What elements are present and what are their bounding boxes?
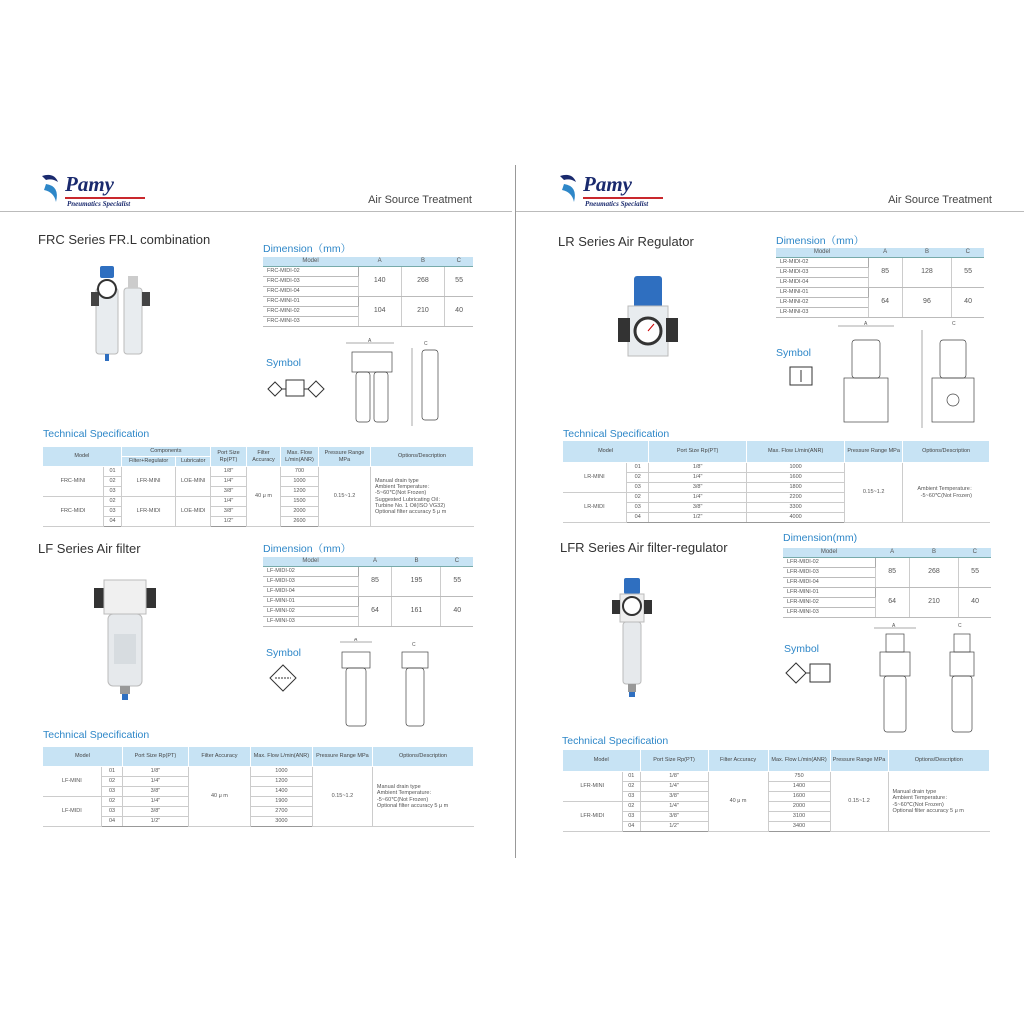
table-header-cell: Pressure Range MPa — [312, 747, 372, 767]
lf-dimension-drawing — [320, 638, 440, 738]
table-header-cell: Filter+Regulator — [121, 457, 176, 467]
frc-dimension-drawing — [338, 338, 448, 434]
table-cell: 4000 — [747, 513, 845, 523]
lfr-title: LFR Series Air filter-regulator — [560, 540, 728, 555]
svg-text:A: A — [368, 338, 372, 344]
table-header-cell: B — [909, 548, 958, 557]
table-cell: 1800 — [747, 483, 845, 493]
table-cell: 03 — [104, 487, 121, 497]
table-cell: LR-MIDI — [563, 493, 627, 523]
table-header-cell: Model — [43, 747, 123, 767]
table-header-cell: A — [358, 257, 401, 266]
table-cell: 210 — [909, 587, 958, 617]
table-cell: 02 — [622, 802, 640, 812]
table-cell: FRC-MINI — [43, 467, 104, 497]
table-cell: 2200 — [747, 493, 845, 503]
table-cell: 03 — [627, 503, 649, 513]
frc-dimension-label: Dimension（mm） — [263, 243, 352, 255]
brand-underline — [65, 197, 145, 199]
table-cell: Manual drain type Ambient Temperature： -5~60℃(Not Frozen) Optional filter accuracy 5 μ m — [888, 772, 989, 832]
table-cell: 1500 — [281, 497, 319, 507]
table-header-cell: Port Size Rp(PT) — [211, 447, 247, 467]
table-cell: 1600 — [768, 792, 830, 802]
table-cell: FRC-MINI-02 — [263, 306, 358, 316]
table-cell: 01 — [622, 772, 640, 782]
table-cell: LF-MIDI-02 — [263, 566, 358, 576]
table-cell: FRC-MIDI-03 — [263, 276, 358, 286]
frc-product-image — [88, 266, 160, 366]
table-row — [563, 750, 990, 772]
table-cell: LR-MIDI-02 — [776, 257, 868, 267]
table-cell: 3/8" — [122, 787, 188, 797]
lfr-dimension-drawing — [862, 622, 988, 744]
lfr-spec-table — [562, 749, 990, 832]
table-cell: 1/2" — [122, 817, 188, 827]
frc-tech-spec-label: Technical Specification — [43, 428, 150, 440]
table-row — [43, 447, 474, 457]
table-cell: 2000 — [768, 802, 830, 812]
table-row — [43, 747, 474, 767]
table-header-cell: Model — [263, 257, 358, 266]
table-cell: 03 — [622, 792, 640, 802]
lfr-symbol-diagram — [784, 660, 834, 686]
table-cell: 03 — [622, 812, 640, 822]
table-cell: 01 — [627, 463, 649, 473]
table-cell: 3/8" — [649, 483, 747, 493]
table-header-cell: Options/Description — [372, 747, 473, 767]
table-header-cell: Max. Flow L/min(ANR) — [250, 747, 312, 767]
table-cell: 1900 — [250, 797, 312, 807]
table-cell: 1/8" — [649, 463, 747, 473]
svg-text:C: C — [952, 321, 956, 327]
frc-symbol-diagram — [266, 374, 332, 404]
table-cell: 3100 — [768, 812, 830, 822]
table-cell: 03 — [627, 483, 649, 493]
brand-name: Pamy — [65, 172, 114, 196]
table-cell: 1/4" — [122, 777, 188, 787]
table-cell: 03 — [104, 507, 121, 517]
table-cell: 210 — [401, 296, 444, 326]
table-header-cell: Model — [776, 248, 868, 257]
table-header-cell: Model — [563, 441, 649, 463]
brand-tagline: Pneumatics Specialist — [67, 200, 131, 208]
table-cell: LFR-MINI-02 — [783, 597, 875, 607]
table-cell: LR-MIDI-04 — [776, 277, 868, 287]
lf-tech-spec-label: Technical Specification — [43, 729, 150, 741]
table-cell: 1/4" — [122, 797, 188, 807]
table-cell: LFR-MIDI-02 — [783, 557, 875, 567]
table-cell: 3300 — [747, 503, 845, 513]
svg-text:C: C — [958, 623, 962, 629]
table-header-cell: Filter Accuracy — [708, 750, 768, 772]
table-cell: 55 — [445, 266, 473, 296]
table-cell: 1200 — [281, 487, 319, 497]
table-cell: 40 — [952, 287, 984, 317]
table-cell: 02 — [104, 477, 121, 487]
table-cell: LR-MINI-03 — [776, 307, 868, 317]
table-header-cell: Components — [121, 447, 210, 457]
table-cell: 04 — [622, 822, 640, 832]
table-cell: LFR-MINI — [121, 467, 176, 497]
table-header-cell: C — [959, 548, 991, 557]
table-cell: 02 — [622, 782, 640, 792]
table-cell: 1/2" — [649, 513, 747, 523]
table-cell: 1/4" — [649, 493, 747, 503]
table-cell: 64 — [358, 596, 392, 626]
table-cell: 03 — [102, 787, 123, 797]
table-header-cell: Options/Description — [371, 447, 474, 467]
table-cell: 02 — [102, 777, 123, 787]
table-cell: FRC-MINI-03 — [263, 316, 358, 326]
table-cell: LOE-MINI — [176, 467, 211, 497]
lfr-symbol-label: Symbol — [784, 643, 820, 655]
table-header-cell: Model — [563, 750, 641, 772]
pamy-logo — [558, 172, 678, 206]
table-cell: 40 — [959, 587, 991, 617]
table-cell: 1/4" — [640, 802, 708, 812]
table-row — [563, 441, 990, 463]
table-cell: 161 — [392, 596, 441, 626]
lf-dimension-label: Dimension（mm） — [263, 543, 352, 555]
pamy-logo-icon — [40, 172, 64, 204]
page-header — [516, 160, 1024, 212]
table-header-cell: Port Size Rp(PT) — [122, 747, 188, 767]
lfr-dimension-table — [783, 548, 991, 618]
table-cell: LF-MINI-02 — [263, 606, 358, 616]
table-header-cell: B — [902, 248, 951, 257]
table-cell: FRC-MIDI — [43, 497, 104, 527]
table-cell: 02 — [627, 473, 649, 483]
table-cell: 3/8" — [122, 807, 188, 817]
table-cell: 104 — [358, 296, 401, 326]
table-row — [776, 287, 984, 297]
table-cell: 1/8" — [211, 467, 247, 477]
svg-text:C: C — [412, 642, 416, 648]
table-cell: LFR-MIDI-04 — [783, 577, 875, 587]
lr-dimension-label: Dimension（mm） — [776, 235, 865, 247]
table-cell: 96 — [902, 287, 951, 317]
pamy-logo — [40, 172, 160, 206]
table-cell: 1/4" — [649, 473, 747, 483]
table-cell: Ambient Temperature： -5~60℃(Not Frozen) — [903, 463, 990, 523]
table-header-cell: Max. Flow L/min(ANR) — [281, 447, 319, 467]
table-cell: 3/8" — [649, 503, 747, 513]
table-header-cell: A — [868, 248, 902, 257]
table-cell: LOE-MIDI — [176, 497, 211, 527]
table-cell: FRC-MIDI-04 — [263, 286, 358, 296]
table-cell: LF-MIDI-04 — [263, 586, 358, 596]
lr-symbol-label: Symbol — [776, 347, 812, 359]
table-header-cell: B — [392, 557, 441, 566]
table-cell: 01 — [102, 767, 123, 777]
lr-dimension-table — [776, 248, 984, 318]
table-cell: 1/4" — [640, 782, 708, 792]
section-name: Air Source Treatment — [368, 194, 472, 206]
lf-title: LF Series Air filter — [38, 541, 141, 556]
table-cell: 1400 — [250, 787, 312, 797]
table-cell: 02 — [104, 497, 121, 507]
table-cell: 268 — [401, 266, 444, 296]
table-row — [783, 587, 991, 597]
table-header-cell: Model — [263, 557, 358, 566]
table-cell: 04 — [627, 513, 649, 523]
table-cell: 0.15~1.2 — [319, 467, 371, 527]
table-cell: 1600 — [747, 473, 845, 483]
table-cell: 0.15~1.2 — [312, 767, 372, 827]
table-cell: 268 — [909, 557, 958, 587]
lr-tech-spec-label: Technical Specification — [563, 428, 670, 440]
table-row — [263, 596, 473, 606]
table-header-cell: Filter Accuracy — [188, 747, 250, 767]
table-cell: 55 — [952, 257, 984, 287]
table-cell: 700 — [281, 467, 319, 477]
svg-text:C: C — [424, 341, 428, 347]
lr-product-image — [612, 276, 686, 362]
table-header-cell: A — [358, 557, 392, 566]
table-cell: 1000 — [250, 767, 312, 777]
lf-symbol-diagram — [268, 663, 298, 693]
table-cell: 3/8" — [211, 487, 247, 497]
lf-spec-table — [42, 746, 474, 827]
table-header-cell: Pressure Range MPa — [830, 750, 888, 772]
lf-symbol-label: Symbol — [266, 647, 302, 659]
table-cell: 85 — [868, 257, 902, 287]
table-cell: 40 — [445, 296, 473, 326]
table-cell: Manual drain type Ambient Temperature： -5~60℃(Not Frozen) Suggested Lubricating Oil： Turbine No. 1 Oil(ISO VG32) Optional filter accuracy 5 μ m — [371, 467, 474, 527]
table-cell: 1/2" — [640, 822, 708, 832]
brand-underline — [583, 197, 663, 199]
svg-text:A: A — [354, 638, 358, 643]
table-cell: 2700 — [250, 807, 312, 817]
table-cell: 1/4" — [211, 477, 247, 487]
table-header-cell: Max. Flow L/min(ANR) — [768, 750, 830, 772]
table-header-cell: Filter Accuracy — [247, 447, 281, 467]
table-row — [563, 463, 990, 473]
table-cell: LFR-MIDI — [563, 802, 623, 832]
table-row — [776, 257, 984, 267]
frc-title: FRC Series FR.L combination — [38, 232, 211, 247]
table-cell: 85 — [875, 557, 909, 587]
table-row — [783, 557, 991, 567]
table-row — [263, 557, 473, 566]
table-cell: 04 — [102, 817, 123, 827]
table-cell: 1400 — [768, 782, 830, 792]
table-row — [263, 296, 473, 306]
table-cell: 40 μ m — [247, 467, 281, 527]
table-row — [563, 772, 990, 782]
left-page — [0, 160, 512, 860]
table-header-cell: Pressure Range MPa — [319, 447, 371, 467]
table-cell: 3/8" — [640, 812, 708, 822]
table-header-cell: C — [952, 248, 984, 257]
table-cell: 02 — [102, 797, 123, 807]
frc-dimension-table — [263, 257, 473, 327]
lr-dimension-drawing — [822, 320, 992, 436]
table-cell: LFR-MINI-03 — [783, 607, 875, 617]
table-header-cell: B — [401, 257, 444, 266]
table-row — [263, 566, 473, 576]
section-name: Air Source Treatment — [888, 194, 992, 206]
lfr-product-image — [612, 576, 652, 706]
table-cell: 195 — [392, 566, 441, 596]
table-cell: 750 — [768, 772, 830, 782]
table-row — [43, 767, 474, 777]
table-cell: 85 — [358, 566, 392, 596]
pamy-logo-icon — [558, 172, 582, 204]
table-cell: LFR-MINI — [563, 772, 623, 802]
table-cell: 64 — [875, 587, 909, 617]
table-header-cell: Port Size Rp(PT) — [640, 750, 708, 772]
table-cell: 1000 — [747, 463, 845, 473]
table-cell: 1000 — [281, 477, 319, 487]
svg-text:A: A — [864, 321, 868, 327]
table-header-cell: Options/Description — [903, 441, 990, 463]
table-cell: LFR-MIDI — [121, 497, 176, 527]
table-cell: LF-MIDI-03 — [263, 576, 358, 586]
table-cell: 1/8" — [640, 772, 708, 782]
table-cell: 40 — [441, 596, 473, 626]
right-page — [516, 160, 1024, 860]
table-cell: 0.15~1.2 — [845, 463, 903, 523]
table-cell: 1200 — [250, 777, 312, 787]
lr-symbol-diagram — [788, 364, 814, 388]
table-cell: LF-MINI-03 — [263, 616, 358, 626]
lr-spec-table — [562, 440, 990, 523]
table-header-cell: C — [445, 257, 473, 266]
table-cell: 40 μ m — [708, 772, 768, 832]
table-cell: 55 — [959, 557, 991, 587]
table-cell: LF-MIDI — [43, 797, 102, 827]
table-header-cell: Lubricator — [176, 457, 211, 467]
table-cell: LF-MINI-01 — [263, 596, 358, 606]
table-cell: 40 μ m — [188, 767, 250, 827]
lf-product-image — [92, 578, 158, 708]
table-header-cell: Pressure Range MPa — [845, 441, 903, 463]
table-header-cell: Model — [783, 548, 875, 557]
table-header-cell: Max. Flow L/min(ANR) — [747, 441, 845, 463]
frc-symbol-label: Symbol — [266, 357, 302, 369]
frc-spec-table — [42, 446, 474, 527]
table-row — [263, 257, 473, 266]
table-cell: 3000 — [250, 817, 312, 827]
table-row — [776, 248, 984, 257]
table-row — [263, 266, 473, 276]
table-cell: 04 — [104, 517, 121, 527]
table-header-cell: A — [875, 548, 909, 557]
table-header-cell: C — [441, 557, 473, 566]
table-cell: LR-MIDI-03 — [776, 267, 868, 277]
table-header-cell: Options/Description — [888, 750, 989, 772]
table-cell: LFR-MIDI-03 — [783, 567, 875, 577]
table-header-cell: Model — [43, 447, 122, 467]
table-cell: 140 — [358, 266, 401, 296]
lfr-tech-spec-label: Technical Specification — [562, 735, 669, 747]
table-cell: 1/4" — [211, 497, 247, 507]
table-row — [43, 467, 474, 477]
table-cell: 128 — [902, 257, 951, 287]
table-cell: 1/8" — [122, 767, 188, 777]
lr-title: LR Series Air Regulator — [558, 234, 694, 249]
table-cell: 03 — [102, 807, 123, 817]
table-cell: LR-MINI-01 — [776, 287, 868, 297]
table-cell: 64 — [868, 287, 902, 317]
table-cell: 2000 — [281, 507, 319, 517]
lf-dimension-table — [263, 557, 473, 627]
table-cell: LFR-MINI-01 — [783, 587, 875, 597]
page-header — [0, 160, 512, 212]
table-cell: FRC-MIDI-02 — [263, 266, 358, 276]
table-cell: LR-MINI-02 — [776, 297, 868, 307]
table-cell: Manual drain type Ambient Temperature： -5~60℃(Not Frozen) Optional filter accuracy 5 μ m — [372, 767, 473, 827]
table-cell: 1/2" — [211, 517, 247, 527]
table-cell: 0.15~1.2 — [830, 772, 888, 832]
table-cell: 3/8" — [640, 792, 708, 802]
table-cell: 02 — [627, 493, 649, 503]
table-cell: FRC-MINI-01 — [263, 296, 358, 306]
svg-text:A: A — [892, 623, 896, 629]
table-cell: 2600 — [281, 517, 319, 527]
table-cell: 01 — [104, 467, 121, 477]
table-cell: 3400 — [768, 822, 830, 832]
table-header-cell: Port Size Rp(PT) — [649, 441, 747, 463]
table-row — [783, 548, 991, 557]
table-cell: 3/8" — [211, 507, 247, 517]
table-cell: 55 — [441, 566, 473, 596]
brand-tagline: Pneumatics Specialist — [585, 200, 649, 208]
table-cell: LR-MINI — [563, 463, 627, 493]
brand-name: Pamy — [583, 172, 632, 196]
table-cell: LF-MINI — [43, 767, 102, 797]
lfr-dimension-label: Dimension(mm) — [783, 532, 858, 544]
